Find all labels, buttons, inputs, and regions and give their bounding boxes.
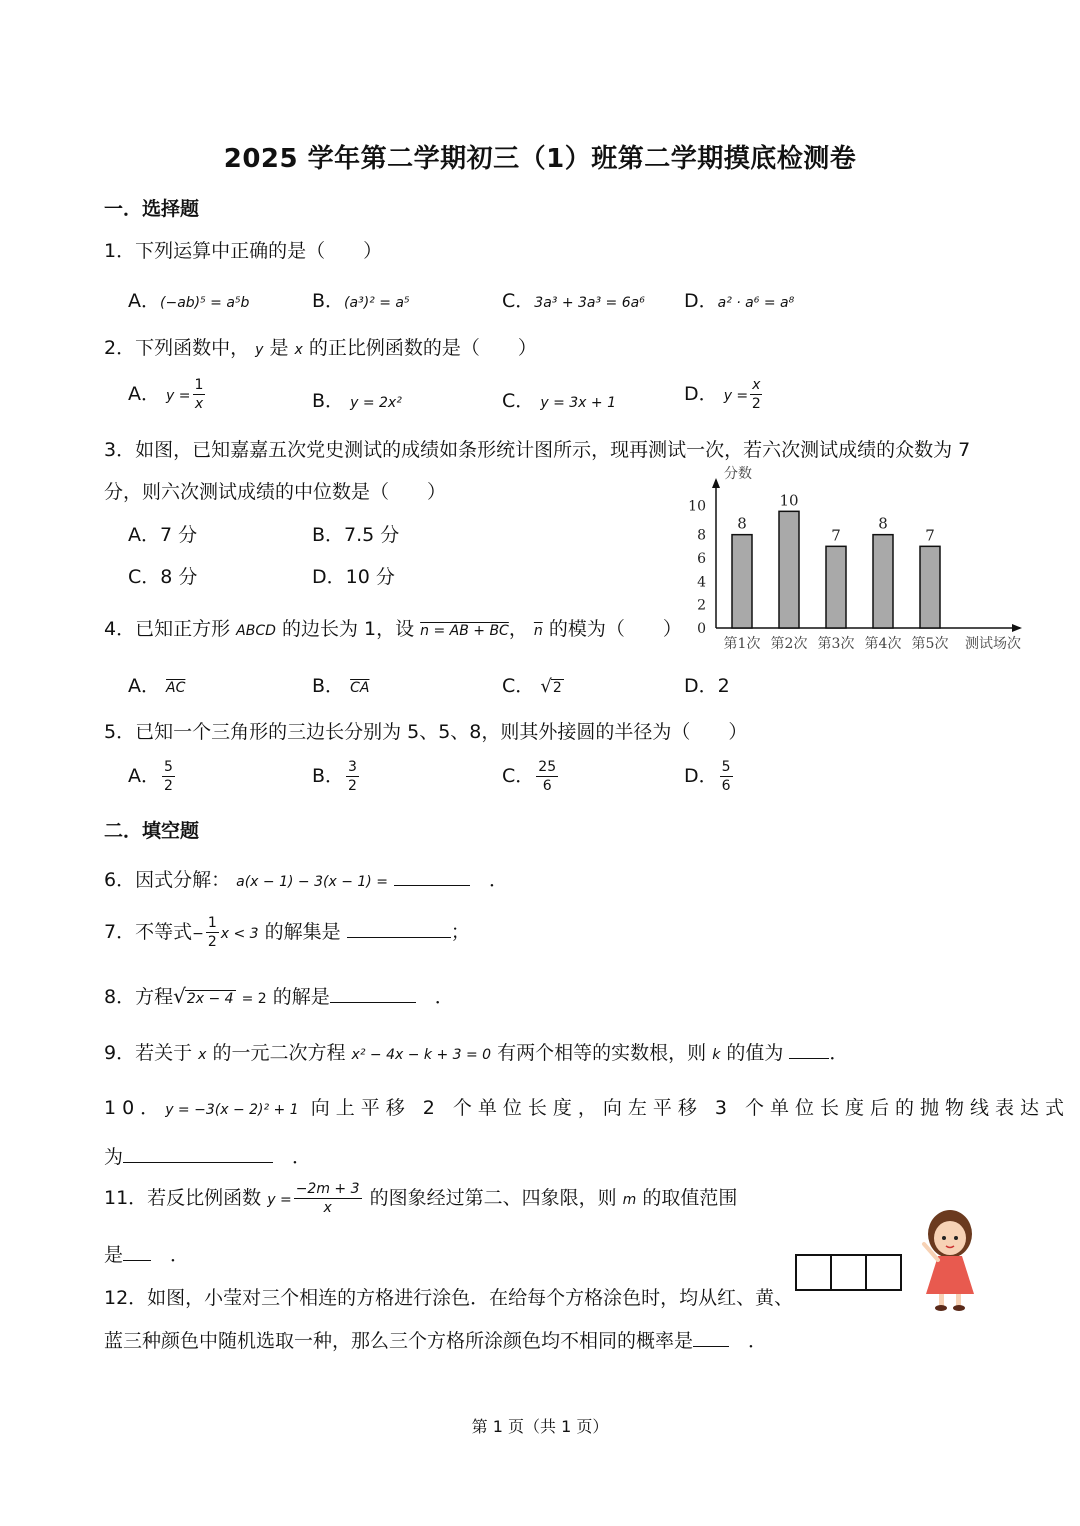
bar-2 <box>779 511 799 628</box>
q5-option-c: C． $\frac{25}{6}$ <box>502 759 557 794</box>
question-5-stem: 5．已知一个三角形的三边长分别为 5、5、8，则其外接圆的半径为（ ） <box>104 721 748 743</box>
bar-value-label: 7 <box>831 526 841 545</box>
y-tick-label: 4 <box>697 574 706 591</box>
girl-shoe-right <box>953 1305 965 1311</box>
y-tick-label: 6 <box>697 551 706 567</box>
question-6: 6．因式分解： a(x − 1) − 3(x − 1) = ． <box>104 869 509 891</box>
section-heading-fill: 二．填空题 <box>104 820 200 842</box>
bar-value-label: 8 <box>737 514 747 533</box>
answer-blank[interactable] <box>123 1242 151 1261</box>
bar-3 <box>826 546 846 628</box>
q1-option-c: C．3a³ + 3a³ = 6a⁶ <box>502 290 645 312</box>
question-3-line-1: 3．如图，已知嘉嘉五次党史测试的成绩如条形统计图所示，现再测试一次，若六次测试成绩的众数为 7 <box>104 439 971 461</box>
q1-option-d: D．a² · a⁶ = a⁸ <box>684 290 795 312</box>
x-tick-label: 第2次 <box>770 636 808 652</box>
x-tick-label: 第5次 <box>911 636 949 652</box>
grid-cell-1 <box>796 1255 831 1290</box>
q1-option-a: A．(−ab)⁵ = a⁵b <box>128 290 250 312</box>
girl-leg-left <box>939 1294 944 1306</box>
question-3-line-2: 分，则六次测试成绩的中位数是（ ） <box>104 481 447 503</box>
x-axis-label: 测试场次 <box>965 636 1021 652</box>
question-7: 7．不等式− $\frac{1}{2}$ x < 3 的解集是 ； <box>104 915 470 950</box>
question-11-line-2: 是 ． <box>104 1244 190 1266</box>
q4-option-c: C． √2 <box>502 675 562 697</box>
q2-option-a: A． y = $\frac{1}{x}$ <box>128 377 204 412</box>
girl-illustration <box>910 1204 990 1314</box>
question-10-line-2: 为 ． <box>104 1146 312 1168</box>
girl-dress <box>926 1256 974 1294</box>
bar-chart <box>680 458 1030 658</box>
page-title: 2025 学年第二学期初三（1）班第二学期摸底检测卷 <box>223 144 857 174</box>
answer-blank[interactable] <box>789 1040 829 1059</box>
y-axis-arrow <box>712 478 720 488</box>
q2-option-d: D． y = $\frac{x}{2}$ <box>684 377 761 412</box>
girl-leg-right <box>956 1294 961 1306</box>
bar-1 <box>732 535 752 628</box>
answer-blank[interactable] <box>693 1328 729 1347</box>
q4-option-d: D．2 <box>684 675 730 697</box>
girl-eye-right <box>954 1236 958 1240</box>
x-tick-label: 第4次 <box>864 636 902 652</box>
q5-option-a: A． $\frac{5}{2}$ <box>128 759 173 794</box>
question-8: 8．方程√2x − 4 = 2 的解是 ． <box>104 984 454 1008</box>
q4-option-a: A． $\overline{AC}$ <box>128 675 186 697</box>
question-9: 9．若关于 x 的一元二次方程 x² − 4x − k + 3 = 0 有两个相等的实数根，则 k 的值为 ． <box>104 1042 849 1064</box>
answer-blank[interactable] <box>347 919 451 938</box>
girl-eye-left <box>942 1236 946 1240</box>
question-12-line-2: 蓝三种颜色中随机选取一种，那么三个方格所涂颜色均不相同的概率是 ． <box>104 1330 768 1352</box>
grid-cell-2 <box>831 1255 866 1290</box>
q4-option-b: B． $\overline{CA}$ <box>312 675 370 697</box>
x-tick-label: 第1次 <box>723 636 761 652</box>
three-square-grid <box>795 1254 903 1292</box>
q5-option-b: B． $\frac{3}{2}$ <box>312 759 357 794</box>
bar-5 <box>920 546 940 628</box>
bar-value-label: 7 <box>925 526 935 545</box>
girl-face <box>934 1221 966 1255</box>
y-tick-label: 10 <box>688 498 706 515</box>
question-11-line-1: 11．若反比例函数 y = $\frac{-2m + 3}{x}$ 的图象经过第二、四象限，则 m 的取值范围 <box>104 1181 738 1216</box>
answer-blank[interactable] <box>123 1144 273 1163</box>
bar-value-label: 10 <box>779 491 799 510</box>
question-4-stem: 4．已知正方形 ABCD 的边长为 1，设 n = AB + BC， $\overline{n}$ 的模为（ ） <box>104 618 682 640</box>
section-heading-choice: 一．选择题 <box>104 198 200 220</box>
x-axis-arrow <box>1012 624 1022 632</box>
answer-blank[interactable] <box>330 984 416 1003</box>
grid-cell-3 <box>866 1255 901 1290</box>
y-axis-label: 分数 <box>724 466 752 482</box>
girl-shoe-left <box>935 1305 947 1311</box>
question-1-stem: 1．下列运算中正确的是（ ） <box>104 240 383 262</box>
x-tick-label: 第3次 <box>817 636 855 652</box>
q3-option-a: A．7 分 <box>128 524 198 546</box>
y-tick-label: 8 <box>697 527 706 544</box>
q2-option-c: C． y = 3x + 1 <box>502 390 616 412</box>
answer-blank[interactable] <box>394 867 470 886</box>
question-10-line-1: 10．y = −3(x − 2)² + 1 向上平移 2 个单位长度，向左平移 3 个单位长度后的抛物线表达式 <box>104 1097 1071 1119</box>
y-tick-label: 0 <box>697 621 706 637</box>
bar-4 <box>873 535 893 628</box>
q3-option-b: B．7.5 分 <box>312 524 400 546</box>
q3-option-c: C．8 分 <box>128 566 198 588</box>
q3-option-d: D．10 分 <box>312 566 395 588</box>
y-tick-label: 2 <box>697 597 706 614</box>
q2-option-b: B． y = 2x² <box>312 390 402 412</box>
bar-value-label: 8 <box>878 514 888 533</box>
vector-n-expression: n = AB + BC <box>420 623 509 639</box>
q5-option-d: D． $\frac{5}{6}$ <box>684 759 731 794</box>
page-footer: 第 1 页（共 1 页） <box>471 1417 609 1436</box>
q1-option-b: B．(a³)² = a⁵ <box>312 290 410 312</box>
question-12-line-1: 12．如图，小莹对三个相连的方格进行涂色．在给每个方格涂色时，均从红、黄、 <box>104 1287 794 1309</box>
question-2-stem: 2．下列函数中， y 是 x 的正比例函数的是（ ） <box>104 337 537 359</box>
